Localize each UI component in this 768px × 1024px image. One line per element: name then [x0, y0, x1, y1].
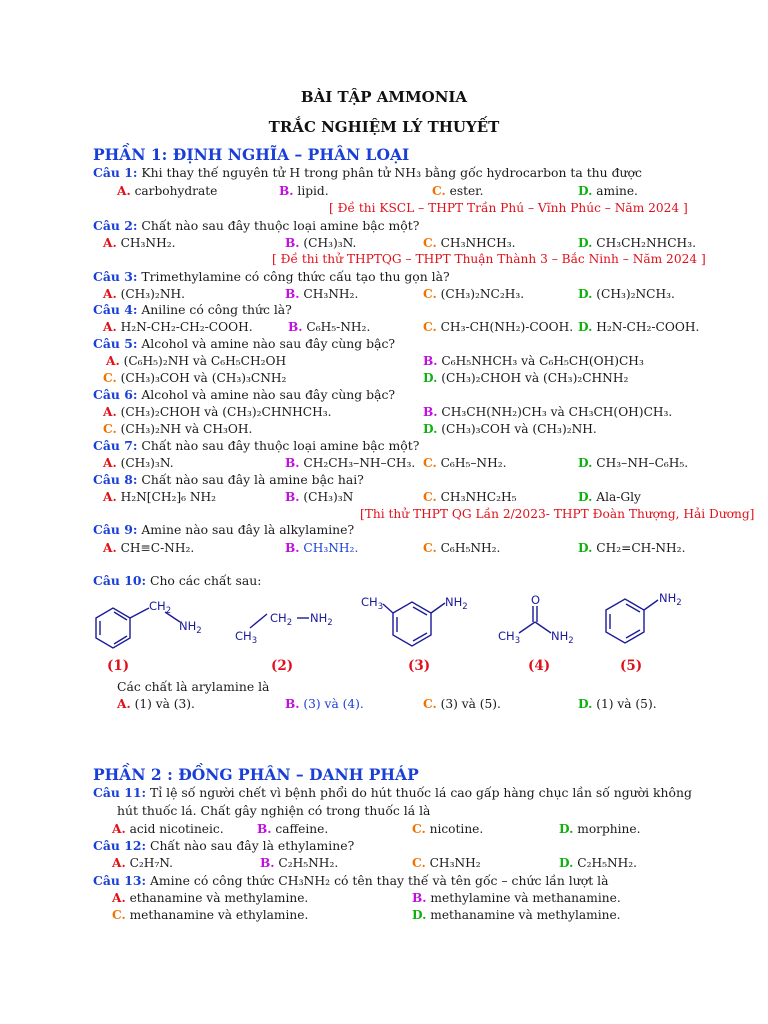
option-letter: D.: [578, 697, 593, 711]
svg-text:CH2: [270, 611, 292, 628]
q11-option-a: [112, 821, 224, 837]
m2-nh2: NH: [310, 611, 328, 625]
question-number: Câu 6:: [93, 387, 138, 402]
q1-option-b: [279, 183, 329, 199]
option-letter: A.: [103, 541, 117, 555]
option-text: CH₃NH₂.: [303, 541, 359, 555]
option-letter: C.: [103, 371, 117, 385]
q4-option-d: [578, 319, 699, 335]
option-letter: D.: [578, 287, 593, 301]
q10-option-b: [285, 696, 364, 712]
question-number: Câu 4:: [93, 302, 138, 317]
q5-option-b: [423, 353, 644, 369]
q6-option-c: [103, 421, 252, 437]
option-letter: D.: [578, 236, 593, 250]
option-text: methylamine và methanamine.: [430, 891, 621, 905]
q7-option-c: [423, 455, 506, 471]
svg-text:CH3: [361, 595, 383, 612]
question-number: Câu 12:: [93, 838, 147, 853]
m1-benzene-ring: [96, 608, 130, 648]
question-11-line2: hút thuốc lá. Chất gây nghiện có trong thuốc lá là: [117, 803, 431, 818]
option-letter: A.: [103, 490, 117, 504]
option-text: CH₃–NH–C₆H₅.: [596, 456, 689, 470]
option-text: (1) và (3).: [134, 697, 195, 711]
q1-option-d: [578, 183, 638, 199]
option-letter: A.: [103, 405, 117, 419]
m4-o: O: [531, 593, 541, 607]
option-text: (CH₃)₃N: [303, 490, 354, 504]
q12-option-d: [559, 855, 637, 871]
molecule-label-5: (5): [620, 658, 643, 674]
option-text: CH₃CH₂NHCH₃.: [596, 236, 696, 250]
option-text: (CH₃)₂CHOH và (CH₃)₂CHNHCH₃.: [120, 405, 332, 419]
question-number: Câu 7:: [93, 438, 138, 453]
option-text: nicotine.: [429, 822, 484, 836]
q9-option-a: [103, 540, 194, 556]
svg-text:NH2: [179, 619, 202, 636]
question-text: Khi thay thế nguyên tử H trong phân tử NH₃ bằng gốc hydrocarbon ta thu được: [137, 165, 642, 180]
question-number: Câu 9:: [93, 522, 138, 537]
q8-option-b: [285, 489, 353, 505]
q4-option-b: [288, 319, 370, 335]
option-text: methanamine và ethylamine.: [129, 908, 309, 922]
q9-option-c: [423, 540, 500, 556]
m2-bond-ch3-ch2: [250, 614, 267, 628]
m5-bond-ring-nh2: [644, 600, 658, 610]
question-text: Alcohol và amine nào sau đây cùng bậc?: [137, 336, 396, 351]
option-letter: C.: [423, 320, 437, 334]
option-text: C₆H₅-NH₂.: [306, 320, 371, 334]
option-letter: A.: [106, 354, 120, 368]
option-letter: C.: [423, 541, 437, 555]
option-text: ester.: [449, 184, 484, 198]
option-letter: B.: [285, 236, 300, 250]
option-text: Ala-Gly: [596, 490, 641, 504]
option-letter: A.: [117, 697, 131, 711]
option-text: carbohydrate: [134, 184, 218, 198]
question-11: [93, 785, 692, 801]
m4-ch3-sub: 3: [514, 636, 521, 646]
q11-option-b: [257, 821, 328, 837]
question-number: Câu 1:: [93, 165, 138, 180]
option-letter: D.: [578, 456, 593, 470]
m4-bond-ch3-c: [519, 622, 535, 633]
option-letter: B.: [285, 697, 300, 711]
option-letter: D.: [578, 320, 593, 334]
option-text: (CH₃)₂CHOH và (CH₃)₂CHNH₂: [441, 371, 629, 385]
option-letter: B.: [285, 541, 300, 555]
option-text: CH₂=CH-NH₂.: [596, 541, 686, 555]
doc-title: BÀI TẬP AMMONIA: [300, 88, 468, 106]
option-text: (CH₃)₂NCH₃.: [596, 287, 675, 301]
question-3: [93, 269, 450, 285]
q3-option-d: [578, 286, 675, 302]
m3-double-bond-3: [413, 633, 427, 641]
m4-ch3: CH: [498, 629, 515, 643]
option-text: (CH₃)₂NH và CH₃OH.: [120, 422, 253, 436]
question-number: Câu 2:: [93, 218, 138, 233]
q13-option-b: [412, 890, 621, 906]
option-letter: B.: [257, 822, 272, 836]
q6-option-a: [103, 404, 331, 420]
option-letter: C.: [423, 456, 437, 470]
q4-option-a: [103, 319, 253, 335]
option-letter: A.: [103, 287, 117, 301]
option-letter: C.: [423, 236, 437, 250]
m2-ch2-sub: 2: [286, 618, 293, 628]
question-2: [93, 218, 419, 234]
q12-option-b: [260, 855, 338, 871]
option-text: (CH₃)₃N.: [303, 236, 357, 250]
q10-prompt: Các chất là arylamine là: [117, 679, 270, 694]
q6-option-d: [423, 421, 597, 437]
q2-source: [ Đề thi thử THPTQG – THPT Thuận Thành 3 – Bắc Ninh – Năm 2024 ]: [272, 252, 706, 266]
m5-double-bond-2: [626, 604, 640, 612]
option-letter: A.: [112, 822, 126, 836]
m2-nh2-sub: 2: [327, 618, 333, 628]
option-letter: C.: [432, 184, 446, 198]
option-text: acid nicotineic.: [129, 822, 224, 836]
option-text: CH₂CH₃–NH–CH₃.: [303, 456, 416, 470]
option-letter: C.: [423, 490, 437, 504]
question-text: Cho các chất sau:: [146, 573, 262, 588]
option-text: CH₃-CH(NH₂)-COOH.: [440, 320, 574, 334]
m1-ch2: CH: [149, 599, 166, 613]
m1-nh2: NH: [179, 619, 197, 633]
option-text: (C₆H₅)₂NH và C₆H₅CH₂OH: [123, 354, 287, 368]
svg-text:CH3: [498, 629, 520, 646]
option-letter: A.: [112, 856, 126, 870]
option-text: C₂H₅NH₂.: [278, 856, 339, 870]
q13-option-d: [412, 907, 621, 923]
question-8: [93, 472, 364, 488]
option-letter: B.: [285, 456, 300, 470]
option-letter: D.: [578, 541, 593, 555]
option-letter: A.: [103, 236, 117, 250]
option-text: CH₃NH₂.: [303, 287, 359, 301]
question-12: [93, 838, 354, 854]
svg-text:CH2: [149, 599, 171, 616]
q3-option-c: [423, 286, 524, 302]
m3-benzene-ring: [393, 602, 431, 646]
option-letter: A.: [117, 184, 131, 198]
option-text: H₂N-CH₂-CH₂-COOH.: [120, 320, 253, 334]
question-text: Chất nào sau đây thuộc loại amine bậc một?: [137, 218, 420, 233]
q5-option-c: [103, 370, 286, 386]
q4-option-c: [423, 319, 573, 335]
question-text: Alcohol và amine nào sau đây cùng bậc?: [137, 387, 396, 402]
molecule-label-2: (2): [271, 658, 294, 674]
m3-nh2-sub: 2: [462, 602, 468, 612]
m3-nh2: NH: [445, 595, 463, 609]
q7-option-b: [285, 455, 415, 471]
option-letter: C.: [412, 822, 426, 836]
q2-option-c: [423, 235, 515, 251]
m1-bond-ring-ch2: [130, 608, 149, 618]
question-text: Aniline có công thức là?: [137, 302, 292, 317]
q5-option-d: [423, 370, 628, 386]
option-text: amine.: [596, 184, 638, 198]
option-text: (CH₃)₃COH và (CH₃)₂NH.: [441, 422, 597, 436]
option-text: (CH₃)₃N.: [120, 456, 174, 470]
q1-option-a: [117, 183, 217, 199]
option-letter: D.: [578, 184, 593, 198]
m2-ch2: CH: [270, 611, 287, 625]
option-text: (3) và (5).: [440, 697, 501, 711]
question-10: [93, 573, 261, 589]
question-number: Câu 5:: [93, 336, 138, 351]
question-text: Chất nào sau đây là amine bậc hai?: [137, 472, 364, 487]
option-letter: C.: [423, 287, 437, 301]
option-letter: B.: [423, 405, 438, 419]
option-letter: B.: [412, 891, 427, 905]
q1-option-c: [432, 183, 484, 199]
m1-nh2-sub: 2: [196, 626, 202, 636]
part2-heading: PHẦN 2 : ĐỒNG PHÂN – DANH PHÁP: [93, 765, 419, 784]
option-letter: A.: [103, 456, 117, 470]
option-text: morphine.: [577, 822, 641, 836]
q1-source: [ Đề thi KSCL – THPT Trần Phú – Vĩnh Phúc – Năm 2024 ]: [329, 201, 688, 215]
doc-subtitle: TRẮC NGHIỆM LÝ THUYẾT: [268, 118, 500, 136]
m3-ch3: CH: [361, 595, 378, 609]
q10-option-a: [117, 696, 195, 712]
question-7: [93, 438, 419, 454]
option-text: H₂N-CH₂-COOH.: [596, 320, 700, 334]
q12-option-a: [112, 855, 173, 871]
svg-text:NH2: [445, 595, 468, 612]
option-letter: D.: [423, 371, 438, 385]
option-text: C₆H₅NH₂.: [440, 541, 501, 555]
option-text: H₂N[CH₂]₆ NH₂: [120, 490, 217, 504]
m5-double-bond-3: [626, 630, 640, 638]
question-1: [93, 165, 642, 181]
question-number: Câu 10:: [93, 573, 147, 588]
option-text: C₆H₅NHCH₃ và C₆H₅CH(OH)CH₃: [441, 354, 644, 368]
molecule-label-3: (3): [408, 658, 431, 674]
m3-bond-ring-ch3: [383, 604, 393, 613]
question-number: Câu 13:: [93, 873, 147, 888]
option-letter: C.: [112, 908, 126, 922]
option-letter: C.: [423, 697, 437, 711]
question-text: Trimethylamine có công thức cấu tạo thu gọn là?: [137, 269, 450, 284]
option-text: C₂H₇N.: [129, 856, 174, 870]
option-letter: B.: [260, 856, 275, 870]
q3-option-a: [103, 286, 185, 302]
option-text: (CH₃)₂NH.: [120, 287, 185, 301]
question-text: Chất nào sau đây thuộc loại amine bậc một?: [137, 438, 420, 453]
option-letter: D.: [578, 490, 593, 504]
svg-text:NH2: [551, 629, 574, 646]
q13-option-c: [112, 907, 308, 923]
svg-text:CH3: [235, 629, 257, 646]
option-letter: D.: [559, 856, 574, 870]
option-text: CH₃NHCH₃.: [440, 236, 516, 250]
option-text: CH≡C-NH₂.: [120, 541, 195, 555]
q12-option-c: [412, 855, 481, 871]
q7-option-a: [103, 455, 174, 471]
question-number: Câu 3:: [93, 269, 138, 284]
option-letter: A.: [103, 320, 117, 334]
m1-ch2-sub: 2: [165, 606, 172, 616]
q8-source: [Thi thử THPT QG Lần 2/2023- THPT Đoàn Thượng, Hải Dương]: [360, 507, 755, 521]
molecule-label-1: (1): [107, 658, 130, 674]
option-letter: A.: [112, 891, 126, 905]
question-text: Chất nào sau đây là ethylamine?: [146, 838, 355, 853]
option-text: C₂H₅NH₂.: [577, 856, 638, 870]
question-text: Amine có công thức CH₃NH₂ có tên thay thế và tên gốc – chức lần lượt là: [146, 873, 609, 888]
option-letter: B.: [423, 354, 438, 368]
svg-text:NH2: [659, 591, 682, 608]
option-text: CH₃NH₂: [429, 856, 481, 870]
q9-option-d: [578, 540, 685, 556]
q2-option-d: [578, 235, 696, 251]
option-text: CH₃NHC₂H₅: [440, 490, 517, 504]
question-number: Câu 8:: [93, 472, 138, 487]
option-text: (3) và (4).: [303, 697, 364, 711]
option-letter: B.: [285, 287, 300, 301]
q2-option-b: [285, 235, 356, 251]
option-text: C₆H₅–NH₂.: [440, 456, 507, 470]
m3-double-bond-2: [413, 607, 427, 615]
q11-option-c: [412, 821, 483, 837]
q5-option-a: [106, 353, 286, 369]
m5-nh2-sub: 2: [676, 598, 682, 608]
option-text: CH₃NH₂.: [120, 236, 176, 250]
q13-option-a: [112, 890, 308, 906]
m4-nh2: NH: [551, 629, 569, 643]
q7-option-d: [578, 455, 688, 471]
question-text: Amine nào sau đây là alkylamine?: [137, 522, 355, 537]
m3-bond-ring-nh2: [431, 603, 445, 613]
q10-option-d: [578, 696, 657, 712]
molecule-label-4: (4): [528, 658, 551, 674]
m2-ch3-sub: 3: [251, 636, 258, 646]
option-letter: C.: [412, 856, 426, 870]
question-5: [93, 336, 395, 352]
q2-option-a: [103, 235, 175, 251]
q6-option-b: [423, 404, 672, 420]
question-13: [93, 873, 608, 889]
question-6: [93, 387, 395, 403]
option-text: CH₃CH(NH₂)CH₃ và CH₃CH(OH)CH₃.: [441, 405, 673, 419]
question-number: Câu 11:: [93, 785, 147, 800]
m5-nh2: NH: [659, 591, 677, 605]
q8-option-d: [578, 489, 641, 505]
m4-bond-c-nh2: [535, 622, 551, 633]
question-text: Tỉ lệ số người chết vì bệnh phổi do hút thuốc lá cao gấp hàng chục lần số người không: [146, 785, 692, 800]
q10-option-c: [423, 696, 501, 712]
option-text: (1) và (5).: [596, 697, 657, 711]
option-letter: B.: [288, 320, 303, 334]
option-letter: D.: [412, 908, 427, 922]
question-9: [93, 522, 354, 538]
q3-option-b: [285, 286, 358, 302]
svg-text:NH2: [310, 611, 333, 628]
option-text: lipid.: [297, 184, 329, 198]
option-letter: D.: [559, 822, 574, 836]
option-text: (CH₃)₂NC₂H₃.: [440, 287, 525, 301]
option-letter: B.: [279, 184, 294, 198]
option-text: ethanamine và methylamine.: [129, 891, 309, 905]
q8-option-a: [103, 489, 216, 505]
part1-heading: PHẦN 1: ĐỊNH NGHĨA – PHÂN LOẠI: [93, 145, 410, 164]
option-text: methanamine và methylamine.: [430, 908, 621, 922]
option-text: (CH₃)₃COH và (CH₃)₃CNH₂: [120, 371, 287, 385]
m2-ch3: CH: [235, 629, 252, 643]
option-letter: B.: [285, 490, 300, 504]
option-text: caffeine.: [275, 822, 329, 836]
q11-option-d: [559, 821, 640, 837]
molecule-structures: [85, 590, 705, 660]
q9-option-b: [285, 540, 358, 556]
option-letter: D.: [423, 422, 438, 436]
q8-option-c: [423, 489, 516, 505]
m4-nh2-sub: 2: [568, 636, 574, 646]
m3-ch3-sub: 3: [377, 602, 384, 612]
option-letter: C.: [103, 422, 117, 436]
m5-benzene-ring: [606, 599, 644, 643]
question-4: [93, 302, 292, 318]
